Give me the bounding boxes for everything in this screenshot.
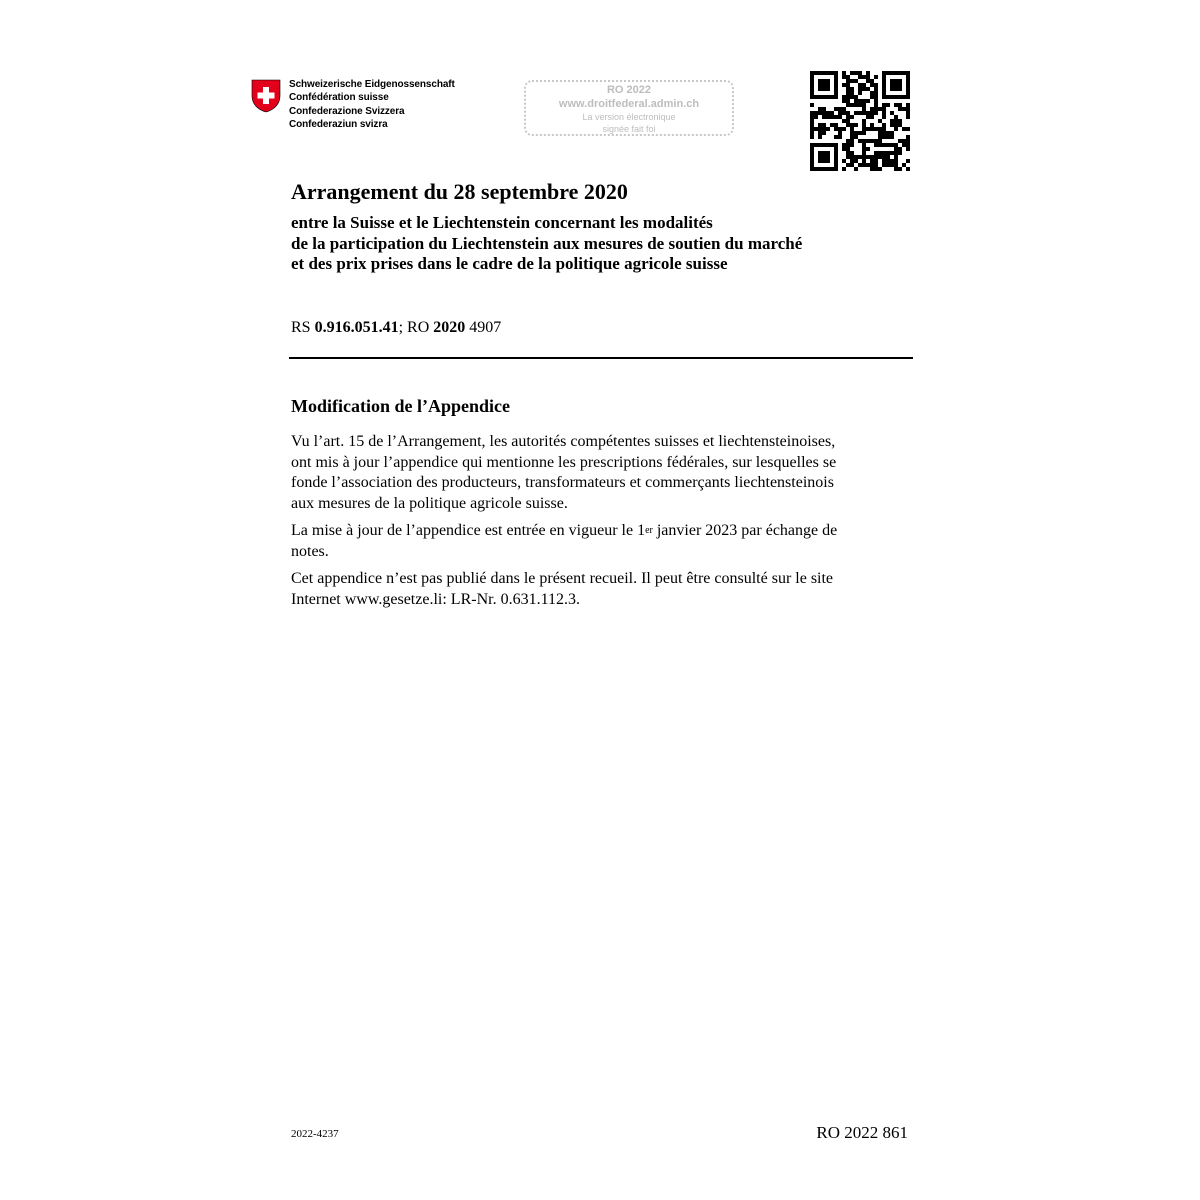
authority-name-it: Confederazione Svizzera [289,105,405,117]
paragraph-line: ont mis à jour l’appendice qui mentionne les prescriptions fédérales, sur lesquelles se [291,453,837,471]
section-body [291,425,911,617]
ro-label: ; RO [398,319,434,336]
stamp-website: www.droitfederal.admin.ch [558,98,700,110]
ro-year: 2020 [433,319,466,336]
subtitle-line: entre la Suisse et le Liechtenstein concernant les modalités [291,213,713,232]
paragraph-line: Vu l’art. 15 de l’Arrangement, les autorités compétentes suisses et liechtensteinoises, [291,433,836,450]
stamp-ro-year: RO 2022 [606,84,652,96]
authority-names [289,78,455,131]
subtitle-line: de la participation du Liechtenstein aux mesures de soutien du marché [291,233,803,253]
paragraph-line: aux mesures de la politique agricole suisse. [291,494,568,512]
federal-authority-header [251,78,455,131]
qr-code-icon [810,71,910,171]
stamp-note-line2: signée fait foi [602,124,656,134]
paragraph-line: Cet appendice n’est pas publié dans le présent recueil. Il peut être consulté sur le site [291,570,834,587]
authority-name-de: Schweizerische Eidgenossenschaft [289,79,455,90]
legal-reference [291,318,501,338]
footer-document-number: 2022-4237 [291,1128,339,1140]
swiss-coat-of-arms-icon [251,79,281,113]
authority-name-rm: Confederaziun svizra [289,118,388,130]
paragraph-line: fonde l’association des producteurs, transformateurs et commerçants liechtensteinois [291,474,834,491]
section-heading: Modification de l’Appendice [291,396,510,416]
subtitle-line: et des prix prises dans le cadre de la politique agricole suisse [291,254,728,273]
footer-ro-reference: RO 2022 861 [816,1123,908,1142]
rs-label: RS [291,319,315,336]
paragraph-line: La mise à jour de l’appendice est entrée en vigueur le 1er janvier 2023 par échange de [291,522,838,539]
rs-number: 0.916.051.41 [314,319,399,336]
stamp-note-line1: La version électronique [582,112,676,122]
header-divider [289,357,913,359]
document-subtitle [291,213,802,275]
paragraph-line: notes. [291,542,329,560]
paragraph-line: Internet www.gesetze.li: LR-Nr. 0.631.112.3. [291,590,580,608]
electronic-signature-stamp [524,80,734,136]
document-title: Arrangement du 28 septembre 2020 [291,179,628,204]
ordinal-superscript: er [645,525,653,536]
authority-name-fr: Confédération suisse [289,92,389,104]
ro-page: 4907 [465,319,502,336]
